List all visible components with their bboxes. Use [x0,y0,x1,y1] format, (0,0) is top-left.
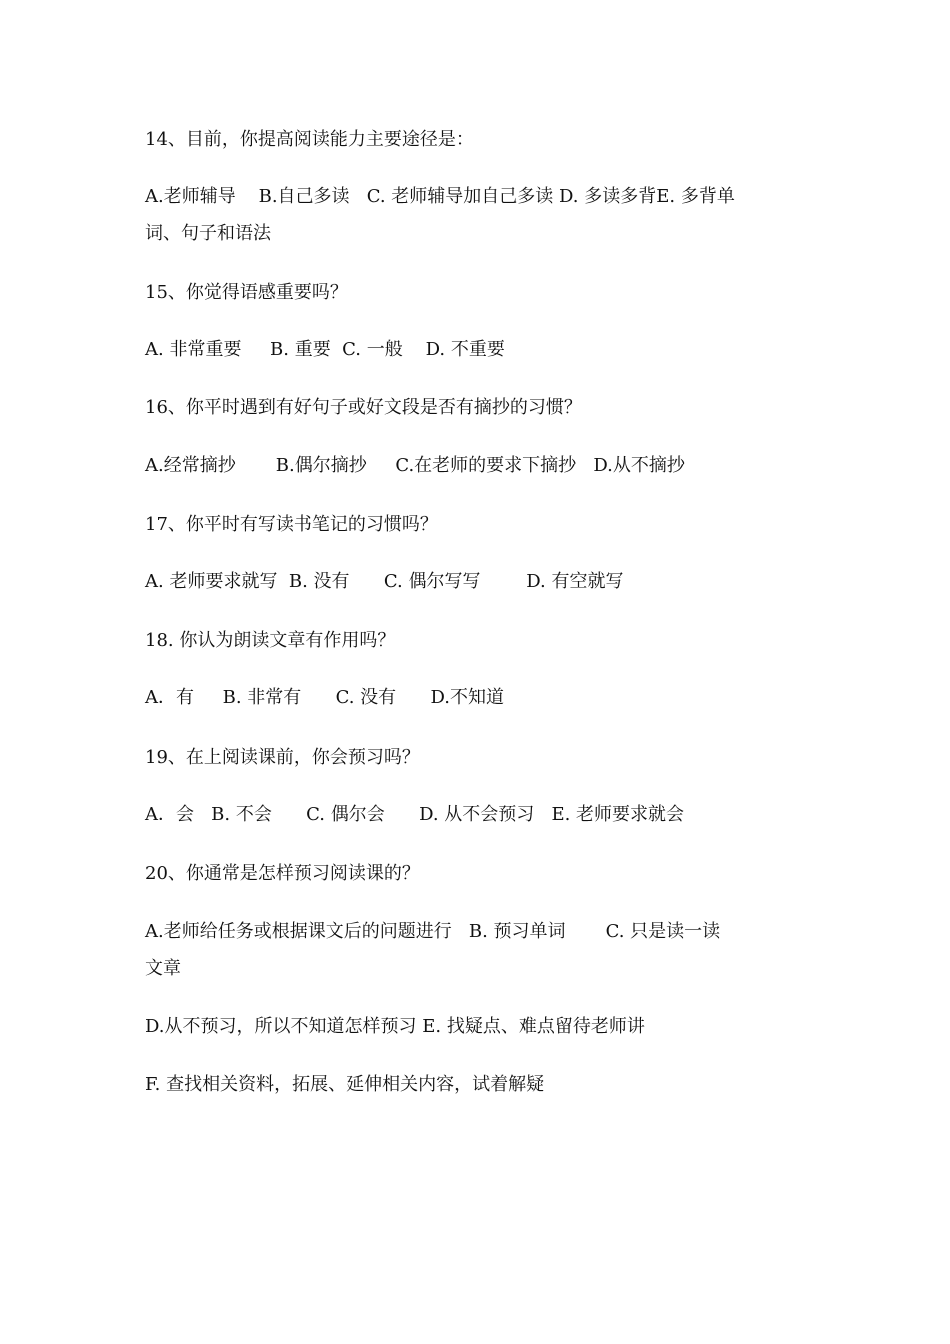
question-15-text: 15、你觉得语感重要吗？ [145,282,348,303]
question-17-text: 17、你平时有写读书笔记的习惯吗？ [145,514,438,535]
question-18-text: 18. 你认为朗读文章有作用吗？ [145,630,396,651]
question-15-options: A. 非常重要 B. 重要 C. 一般 D. 不重要 [145,339,505,360]
question-18-options: A．有 B. 非常有 C. 没有 D.不知道 [145,687,505,708]
question-20-options-line-2: 文章 [145,958,181,979]
question-16-options: A.经常摘抄 B.偶尔摘抄 C.在老师的要求下摘抄 D.从不摘抄 [145,455,685,476]
question-20-options-line-4: F. 查找相关资料，拓展、延伸相关内容，试着解疑 [145,1074,545,1095]
question-20-options-line-1: A.老师给任务或根据课文后的问题进行 B. 预习单词 C. 只是读一读 [145,921,721,942]
question-14-options-line-1: A.老师辅导 B.自己多读 C. 老师辅导加自己多读 D. 多读多背E. 多背单 [145,186,735,207]
question-17-options: A. 老师要求就写 B. 没有 C. 偶尔写写 D. 有空就写 [145,571,624,592]
question-14-options-line-2: 词、句子和语法 [145,223,271,244]
question-20-options-line-3: D.从不预习，所以不知道怎样预习 E. 找疑点、难点留待老师讲 [145,1016,645,1037]
question-20-text: 20、你通常是怎样预习阅读课的？ [145,863,420,884]
question-14-text: 14、目前，你提高阅读能力主要途径是： [145,129,474,150]
question-19-options: A．会 B. 不会 C. 偶尔会 D. 从不会预习 E. 老师要求就会 [145,804,685,825]
question-16-text: 16、你平时遇到有好句子或好文段是否有摘抄的习惯？ [145,397,582,418]
question-19-text: 19、在上阅读课前，你会预习吗？ [145,747,420,768]
